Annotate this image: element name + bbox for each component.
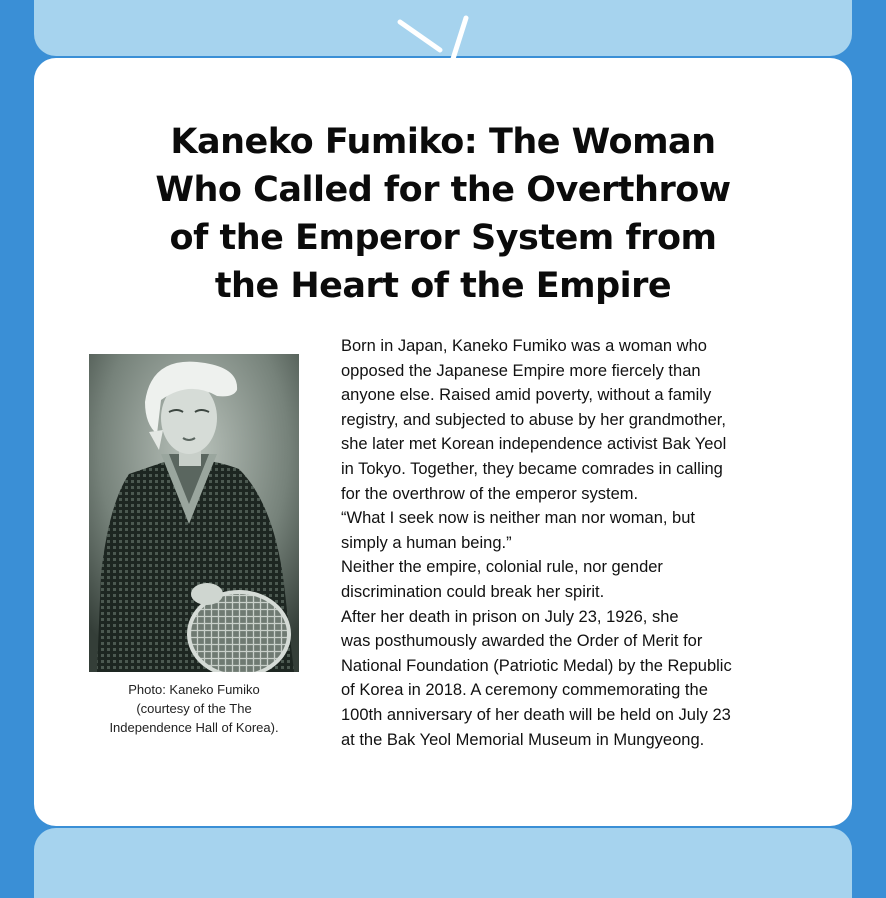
quote-line: “What I seek now is neither man nor woman, but [341,509,695,528]
body-line: for the overthrow of the emperor system. [341,484,639,503]
body-line: she later met Korean independence activist Bak Yeol [341,435,727,454]
body-line: Neither the empire, colonial rule, nor gender [341,558,663,577]
page-title [0,118,886,310]
body-line: discrimination could break her spirit. [341,582,605,601]
body-line: was posthumously awarded the Order of Merit for [341,632,703,651]
caption-line: Photo: Kaneko Fumiko [128,682,260,697]
title-line: of the Emperor System from [169,218,717,258]
title-line: the Heart of the Empire [214,266,672,306]
title-line: Who Called for the Overthrow [155,170,731,210]
body-line: registry, and subjected to abuse by her grandmother, [341,410,726,429]
body-line: anyone else. Raised amid poverty, without a family [341,386,712,405]
body-line: After her death in prison on July 23, 1926, she [341,607,679,626]
body-line: Born in Japan, Kaneko Fumiko was a woman who [341,337,707,355]
title-line: Kaneko Fumiko: The Woman [170,122,716,162]
body-line: in Tokyo. Together, they became comrades in calling [341,459,723,478]
body-line: of Korea in 2018. A ceremony commemorating the [341,681,708,700]
body-line: at the Bak Yeol Memorial Museum in Mungyeong. [341,730,705,749]
quote-line: simply a human being.” [341,533,512,552]
article-body [341,334,821,752]
portrait-photo [89,354,299,672]
photo-caption [89,680,299,737]
body-line: 100th anniversary of her death will be held on July 23 [341,705,731,724]
bottom-tab [34,828,852,898]
body-line: opposed the Japanese Empire more fiercely than [341,361,701,380]
body-line: National Foundation (Patriotic Medal) by the Republic [341,656,732,675]
caption-line: Independence Hall of Korea). [109,720,279,735]
hanger-icon [394,14,474,64]
caption-line: (courtesy of the The [136,701,252,716]
